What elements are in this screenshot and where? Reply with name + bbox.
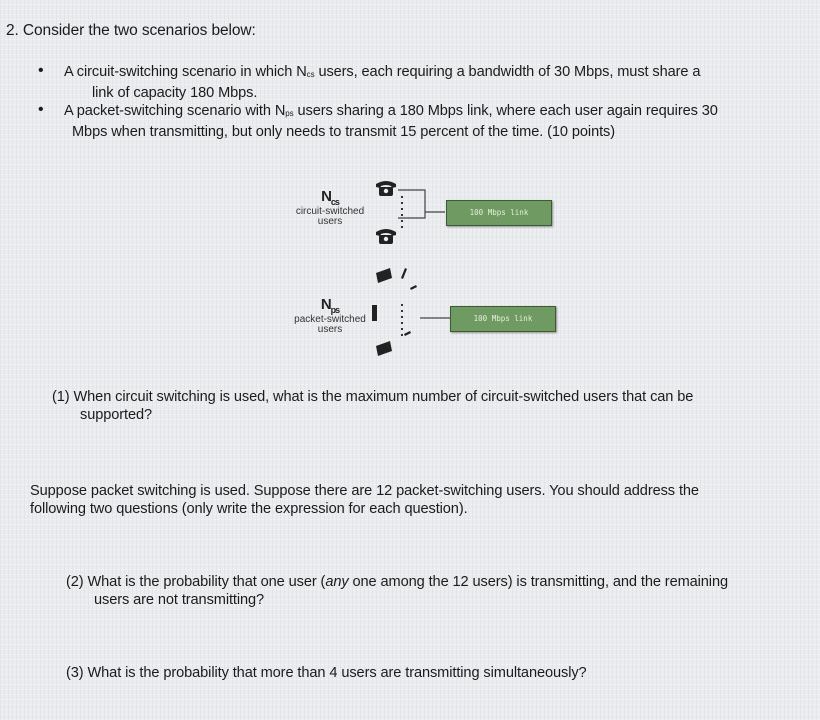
network-diagram	[280, 170, 580, 370]
question-3: (3) What is the probability that more than 4 users are transmitting simultaneously?	[66, 665, 587, 681]
question-2: (2) What is the probability that one user (any one among the 12 users) is transmitting, and the remaining users are not transmitting?	[66, 574, 728, 608]
cs-users-label: $N_{cs}$ circuit-switched users	[295, 188, 365, 227]
ps-link-box: 100 Mbps link	[450, 306, 556, 332]
phone-icon	[376, 229, 396, 244]
bullet-dot: •	[38, 62, 44, 79]
phone-icon	[376, 181, 396, 196]
bullet-circuit-switching: A circuit-switching scenario in which $N_{cs}$ users, each requiring a bandwidth of 30 Mbps, must share a link of capacity 180 Mbps.	[64, 64, 701, 101]
packet-switching-intro: Suppose packet switching is used. Suppose there are 12 packet-switching users. You should address the following two questions (only write the expression for each question).	[30, 483, 699, 517]
question-1: (1) When circuit switching is used, what is the maximum number of circuit-switched users that can be supported?	[52, 389, 694, 423]
bullet-dot: •	[38, 101, 44, 118]
cs-link-box: 100 Mbps link	[446, 200, 552, 226]
ps-users-label: $N_{ps}$ packet-switched users	[294, 296, 366, 335]
bullet-packet-switching: A packet-switching scenario with $N_{ps}$ users sharing a 180 Mbps link, where each user again requires 30 Mbps when transmitting, but only needs to transmit 15 percent of the time. (10 points)	[64, 103, 718, 140]
question-title: 2. Consider the two scenarios below:	[6, 22, 256, 39]
